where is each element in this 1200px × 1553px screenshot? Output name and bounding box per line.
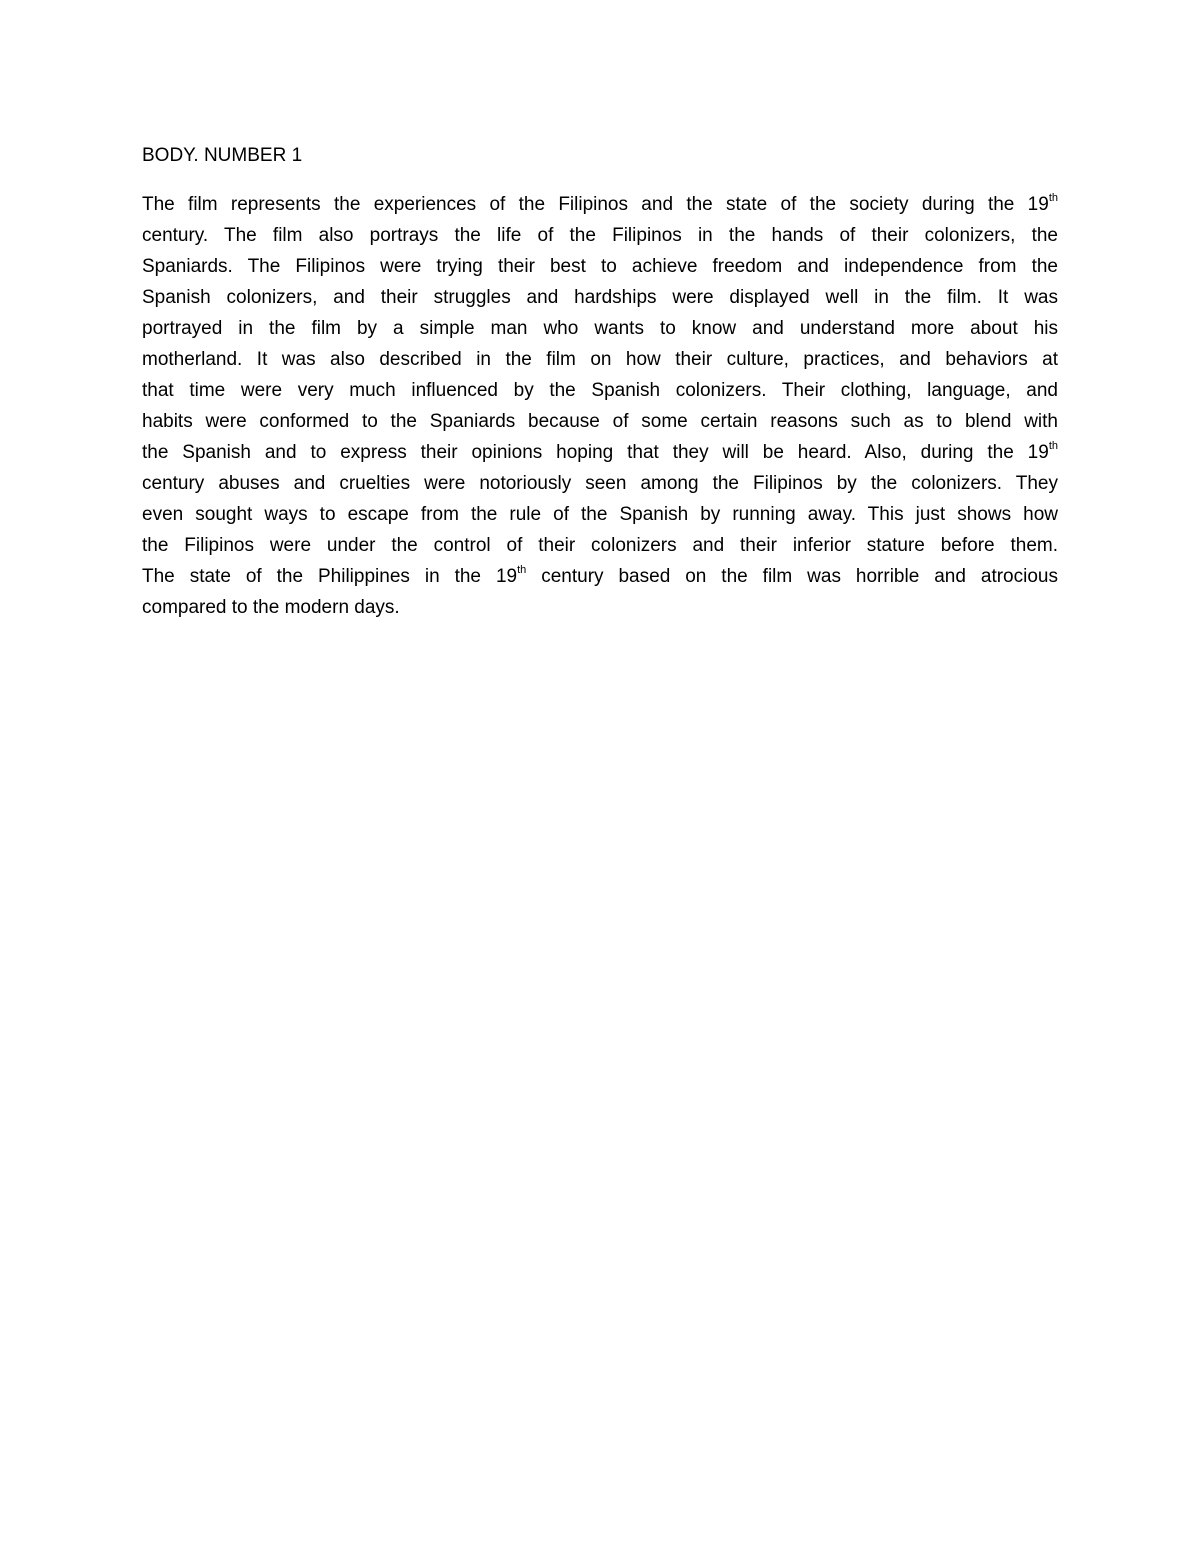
paragraph-line: [142, 251, 1058, 282]
paragraph-line: [142, 499, 1058, 530]
superscript-ordinal: th: [517, 564, 527, 576]
text-segment: The film represents the experiences of the Filipinos and the state of the society during the 19: [142, 194, 1049, 215]
paragraph-line: [142, 220, 1058, 251]
paragraph-line: [142, 561, 1058, 592]
text-segment: Spanish colonizers, and their struggles and hardships were displayed well in the film. It was: [142, 287, 1058, 308]
text-segment: compared to the modern days.: [142, 597, 400, 618]
paragraph-line: [142, 189, 1058, 220]
paragraph-line: [142, 375, 1058, 406]
paragraph-line: [142, 437, 1058, 468]
text-segment: motherland. It was also described in the film on how their culture, practices, and behaviors at: [142, 349, 1058, 370]
document-body: [142, 140, 1058, 623]
paragraph-line: [142, 344, 1058, 375]
paragraph-line: [142, 592, 1058, 623]
superscript-ordinal: th: [1048, 192, 1058, 204]
section-heading: BODY. NUMBER 1: [142, 145, 303, 166]
text-segment: Spaniards. The Filipinos were trying their best to achieve freedom and independence from the: [142, 256, 1058, 277]
text-segment: even sought ways to escape from the rule of the Spanish by running away. This just shows how: [142, 504, 1058, 525]
paragraph-line: [142, 530, 1058, 561]
superscript-ordinal: th: [1048, 440, 1058, 452]
text-segment: century. The film also portrays the life of the Filipinos in the hands of their colonizers, the: [142, 225, 1058, 246]
text-segment: habits were conformed to the Spaniards because of some certain reasons such as to blend with: [142, 411, 1058, 432]
paragraph-line: [142, 282, 1058, 313]
text-segment: century abuses and cruelties were notoriously seen among the Filipinos by the colonizers. They: [142, 473, 1058, 494]
text-segment: that time were very much influenced by the Spanish colonizers. Their clothing, language, and: [142, 380, 1058, 401]
text-segment: portrayed in the film by a simple man who wants to know and understand more about his: [142, 318, 1058, 339]
text-segment: century based on the film was horrible and atrocious: [526, 566, 1058, 587]
text-segment: the Spanish and to express their opinions hoping that they will be heard. Also, during the 19: [142, 442, 1049, 463]
body-paragraph: [142, 189, 1058, 623]
paragraph-line: [142, 468, 1058, 499]
paragraph-line: [142, 313, 1058, 344]
text-segment: The state of the Philippines in the 19: [142, 566, 518, 587]
text-segment: the Filipinos were under the control of their colonizers and their inferior stature before them.: [142, 535, 1058, 556]
paragraph-line: [142, 406, 1058, 437]
